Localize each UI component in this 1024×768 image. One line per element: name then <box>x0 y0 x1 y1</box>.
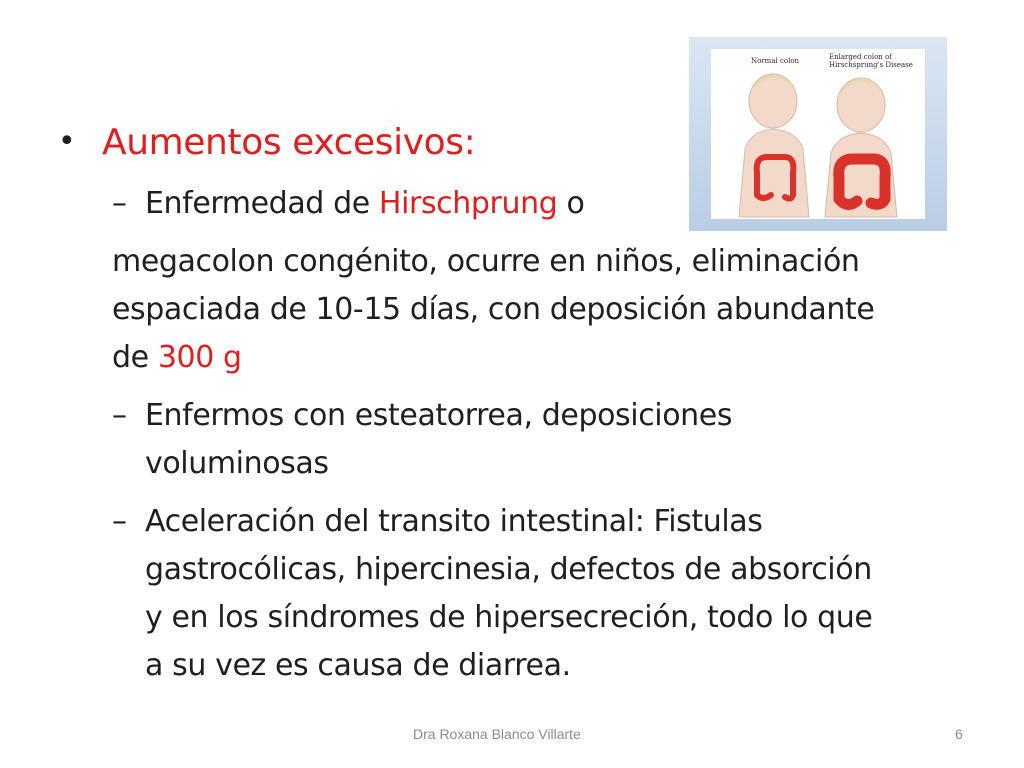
hirschsprung-illustration <box>689 37 947 231</box>
subitem-1-highlight: Hirschprung <box>378 186 558 221</box>
dash-1: – <box>112 186 127 221</box>
caption-enlarged-colon: Enlarged colon of Hirschsprung's Disease <box>829 53 913 69</box>
child-normal-figure <box>739 74 809 217</box>
subitem-1-prefix: Enfermedad de <box>145 186 379 221</box>
footer-page-number: 6 <box>955 726 963 742</box>
bullet-dot: • <box>58 124 76 159</box>
subitem-1-line-4 <box>112 340 242 376</box>
heading-text: Aumentos excesivos: <box>102 122 476 163</box>
subitem-1-line-3: espaciada de 10-15 días, con deposición abundante <box>112 292 875 327</box>
child-enlarged-figure <box>825 78 897 217</box>
subitem-3-line-3: y en los síndromes de hipersecreción, todo lo que <box>145 600 873 635</box>
subitem-1-suffix: o <box>557 186 585 221</box>
dash-3: – <box>112 504 127 539</box>
bullet-heading <box>102 123 475 163</box>
subitem-3-line-4: a su vez es causa de diarrea. <box>145 648 571 683</box>
subitem-1-line-4-prefix: de <box>112 340 158 375</box>
subitem-2-line-2: voluminosas <box>145 446 329 481</box>
subitem-1-line-1 <box>145 186 584 222</box>
children-colon-drawing <box>711 49 925 219</box>
subitem-1-line-4-highlight: 300 g <box>157 340 242 375</box>
dash-2: – <box>112 398 127 433</box>
footer-author: Dra Roxana Blanco Villarte <box>413 726 581 742</box>
subitem-3-line-2: gastrocólicas, hipercinesia, defectos de absorción <box>145 552 872 587</box>
illustration-panel <box>711 49 925 219</box>
subitem-3-line-1: Aceleración del transito intestinal: Fistulas <box>145 504 763 539</box>
subitem-1-line-2: megacolon congénito, ocurre en niños, eliminación <box>112 244 860 279</box>
caption-normal-colon: Normal colon <box>751 57 800 65</box>
subitem-2-line-1: Enfermos con esteatorrea, deposiciones <box>145 398 733 433</box>
